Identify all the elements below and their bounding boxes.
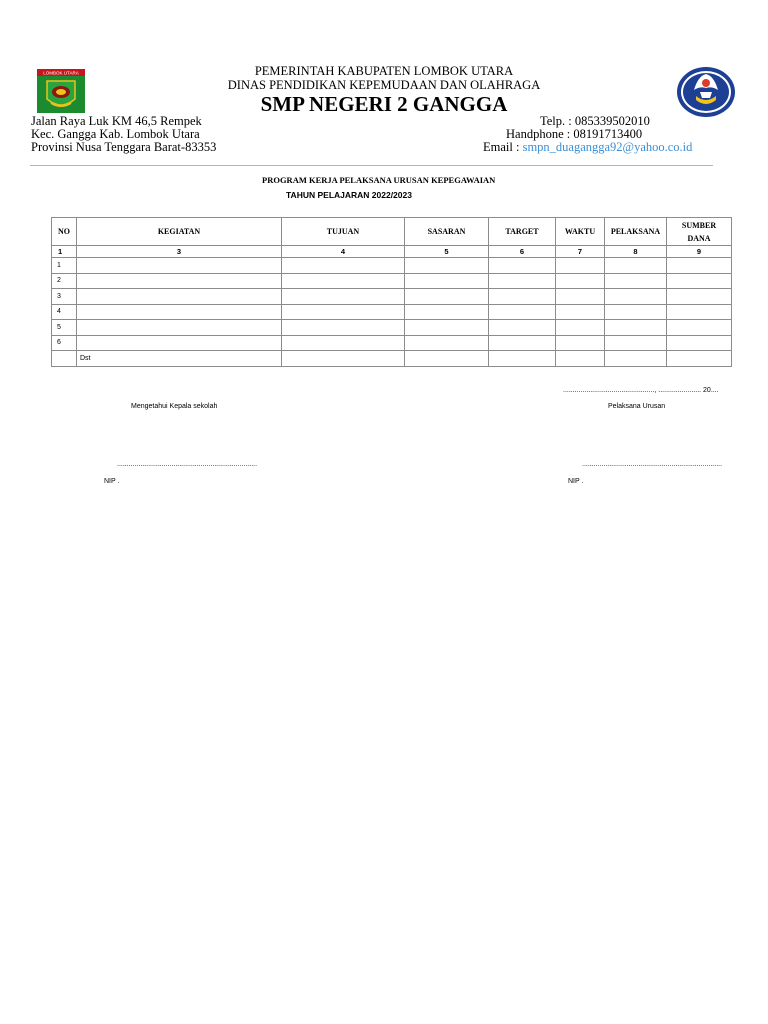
document-title: PROGRAM KERJA PELAKSANA URUSAN KEPEGAWAIAN [262,175,496,185]
column-number: 5 [405,246,489,258]
table-cell[interactable] [667,351,732,367]
table-cell[interactable] [556,304,605,320]
kemdikbud-logo [676,66,736,118]
officer-signature-line: ........................................................................ [582,461,723,468]
table-cell[interactable] [282,304,405,320]
table-row [52,289,732,305]
table-cell[interactable] [489,304,556,320]
row-number: 1 [52,258,77,274]
table-cell[interactable] [282,351,405,367]
table-cell[interactable] [489,273,556,289]
table-cell[interactable] [605,335,667,351]
table-cell[interactable] [77,289,282,305]
program-table [51,217,732,367]
table-cell[interactable] [605,320,667,336]
address-line-province: Provinsi Nusa Tenggara Barat-83353 [31,140,217,154]
table-header-row [52,218,732,246]
header-divider [30,165,713,166]
table-cell[interactable] [282,289,405,305]
handphone-label: Handphone : [506,127,574,141]
table-cell[interactable] [667,335,732,351]
table-cell[interactable] [489,258,556,274]
row-number: 6 [52,335,77,351]
table-cell[interactable] [77,335,282,351]
table-cell[interactable] [667,320,732,336]
address-line-district: Kec. Gangga Kab. Lombok Utara [31,127,200,141]
table-cell[interactable] [605,289,667,305]
table-cell[interactable] [556,320,605,336]
table-row [52,351,732,367]
principal-signature-line: ........................................................................ [117,461,258,468]
table-cell[interactable] [667,273,732,289]
table-row [52,258,732,274]
email-label: Email : [483,140,523,154]
telp-label: Telp. : [540,114,575,128]
table-cell[interactable] [667,304,732,320]
column-number: 8 [605,246,667,258]
table-row [52,320,732,336]
officer-label: Pelaksana Urusan [608,403,666,410]
table-cell[interactable] [405,273,489,289]
row-number: 2 [52,273,77,289]
table-cell[interactable] [556,273,605,289]
column-number: 1 [52,246,77,258]
contact-email [483,141,692,154]
sumber-dana-label: SUMBER DANA [681,220,717,243]
table-cell[interactable] [282,258,405,274]
table-cell[interactable] [667,258,732,274]
table-cell[interactable] [77,304,282,320]
table-cell[interactable] [282,273,405,289]
place-date-line: ..............................................., ...................... 20.... [563,387,719,394]
table-cell[interactable] [556,258,605,274]
academic-year: TAHUN PELAJARAN 2022/2023 [286,190,412,200]
principal-nip: NIP . [104,478,120,485]
column-number: 9 [667,246,732,258]
table-cell[interactable] [605,351,667,367]
handphone-value: 08191713400 [573,127,643,141]
table-cell[interactable] [489,289,556,305]
school-name: SMP NEGERI 2 GANGGA [260,92,508,116]
table-row [52,304,732,320]
officer-nip: NIP . [568,478,584,485]
table-cell[interactable] [605,304,667,320]
table-cell[interactable] [405,335,489,351]
email-link[interactable]: smpn_duagangga92@yahoo.co.id [522,140,693,154]
table-cell[interactable] [405,258,489,274]
table-cell[interactable] [605,258,667,274]
header-tujuan: TUJUAN [282,218,405,246]
table-cell[interactable] [405,289,489,305]
row-number: 5 [52,320,77,336]
address-line-street: Jalan Raya Luk KM 46,5 Rempek [31,114,202,128]
table-row [52,335,732,351]
table-cell[interactable] [77,273,282,289]
table-cell[interactable] [77,258,282,274]
telp-value: 085339502010 [574,114,650,128]
row-number: 4 [52,304,77,320]
table-cell[interactable] [489,320,556,336]
principal-label: Mengetahui Kepala sekolah [131,403,218,410]
column-number: 7 [556,246,605,258]
table-row [52,273,732,289]
row-number [52,351,77,367]
table-cell[interactable] [556,289,605,305]
header-waktu: WAKTU [556,218,605,246]
header-department: DINAS PENDIDIKAN KEPEMUDAAN DAN OLAHRAGA [227,78,541,92]
table-cell[interactable] [489,351,556,367]
header-target: TARGET [489,218,556,246]
column-number-row [52,246,732,258]
table-cell[interactable] [282,335,405,351]
header-sumber-dana [667,218,732,246]
header-sasaran: SASARAN [405,218,489,246]
header-pelaksana: PELAKSANA [605,218,667,246]
column-number: 4 [282,246,405,258]
row-number: 3 [52,289,77,305]
column-number: 6 [489,246,556,258]
logo-text: LOMBOK UTARA [43,70,79,76]
table-cell[interactable] [556,335,605,351]
table-cell[interactable] [605,273,667,289]
table-cell[interactable] [405,320,489,336]
table-cell[interactable] [282,320,405,336]
header-kegiatan: KEGIATAN [77,218,282,246]
header-government: PEMERINTAH KABUPATEN LOMBOK UTARA [254,64,514,78]
table-cell[interactable] [77,320,282,336]
table-cell[interactable] [405,304,489,320]
dst-cell: Dst [77,351,282,367]
column-number: 3 [77,246,282,258]
table-cell[interactable] [556,351,605,367]
table-cell[interactable] [405,351,489,367]
table-cell[interactable] [489,335,556,351]
header-no: NO [52,218,77,246]
table-cell[interactable] [667,289,732,305]
